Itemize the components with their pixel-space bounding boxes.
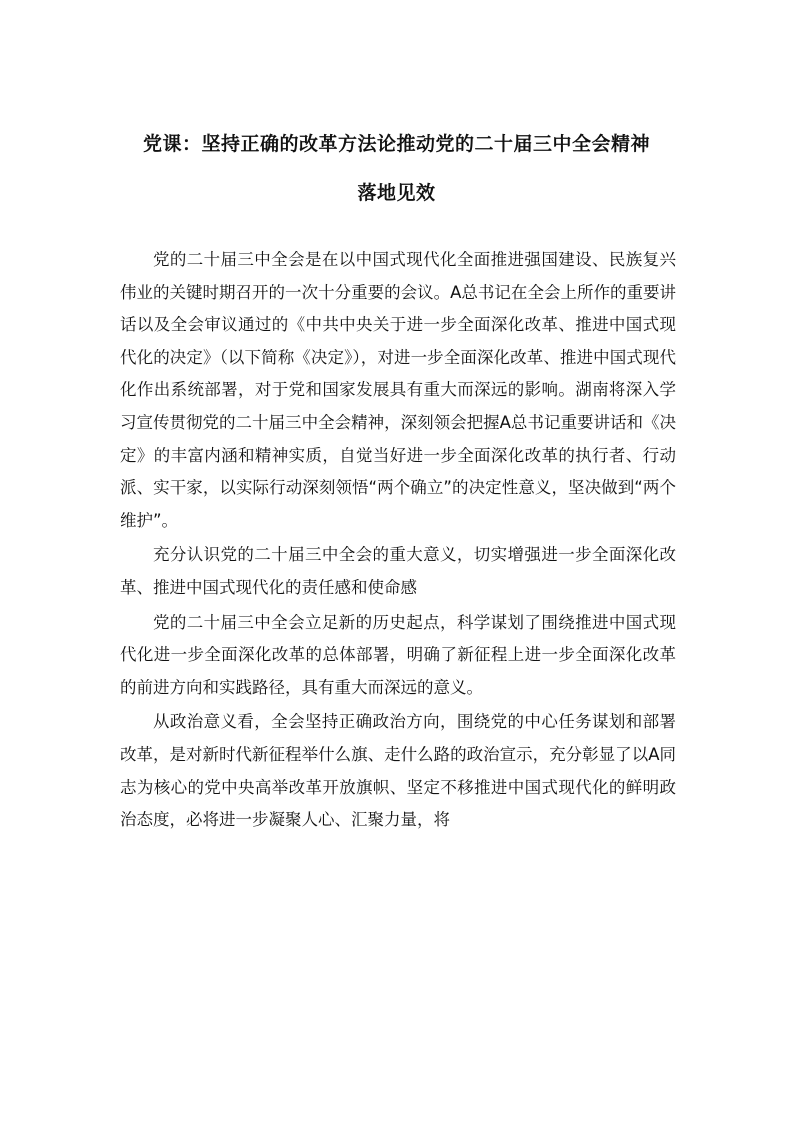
paragraph-intro: 党的二十届三中全会是在以中国式现代化全面推进强国建设、民族复兴伟业的关键时期召开的一次十分重要的会议。A总书记在全会上所作的重要讲话以及全会审议通过的《中共中央关于进一步全面深化改革、推进中国式现代化的决定》（以下简称《决定》），对进一步全面深化改革、推进中国式现代化作出系统部署，对于党和国家发展具有重大而深远的影响。湖南将深入学习宣传贯彻党的二十届三中全会精神，深刻领会把握A总书记重要讲话和《决定》的丰富内涵和精神实质，自觉当好进一步全面深化改革的执行者、行动派、实干家，以实际行动深刻领悟“两个确立”的决定性意义，坚决做到“两个维护”。	[120, 250, 676, 530]
document-body	[120, 244, 676, 837]
document-title-line-2: 落地见效	[357, 182, 436, 204]
paragraph-political-meaning: 从政治意义看，全会坚持正确政治方向，围绕党的中心任务谋划和部署改革，是对新时代新征程举什么旗、走什么路的政治宣示，充分彰显了以A同志为核心的党中央高举改革开放旗帜、坚定不移推进中国式现代化的鲜明政治态度，必将进一步凝聚人心、汇聚力量，将	[120, 712, 676, 830]
paragraph-significance: 党的二十届三中全会立足新的历史起点，科学谋划了围绕推进中国式现代化进一步全面深化改革的总体部署，明确了新征程上进一步全面深化改革的前进方向和实践路径，具有重大而深远的意义。	[120, 612, 676, 697]
paragraph-section-heading: 充分认识党的二十届三中全会的重大意义，切实增强进一步全面深化改革、推进中国式现代化的责任感和使命感	[120, 545, 676, 597]
document-title-line-1: 党课：坚持正确的改革方法论推动党的二十届三中全会精神	[142, 133, 650, 155]
